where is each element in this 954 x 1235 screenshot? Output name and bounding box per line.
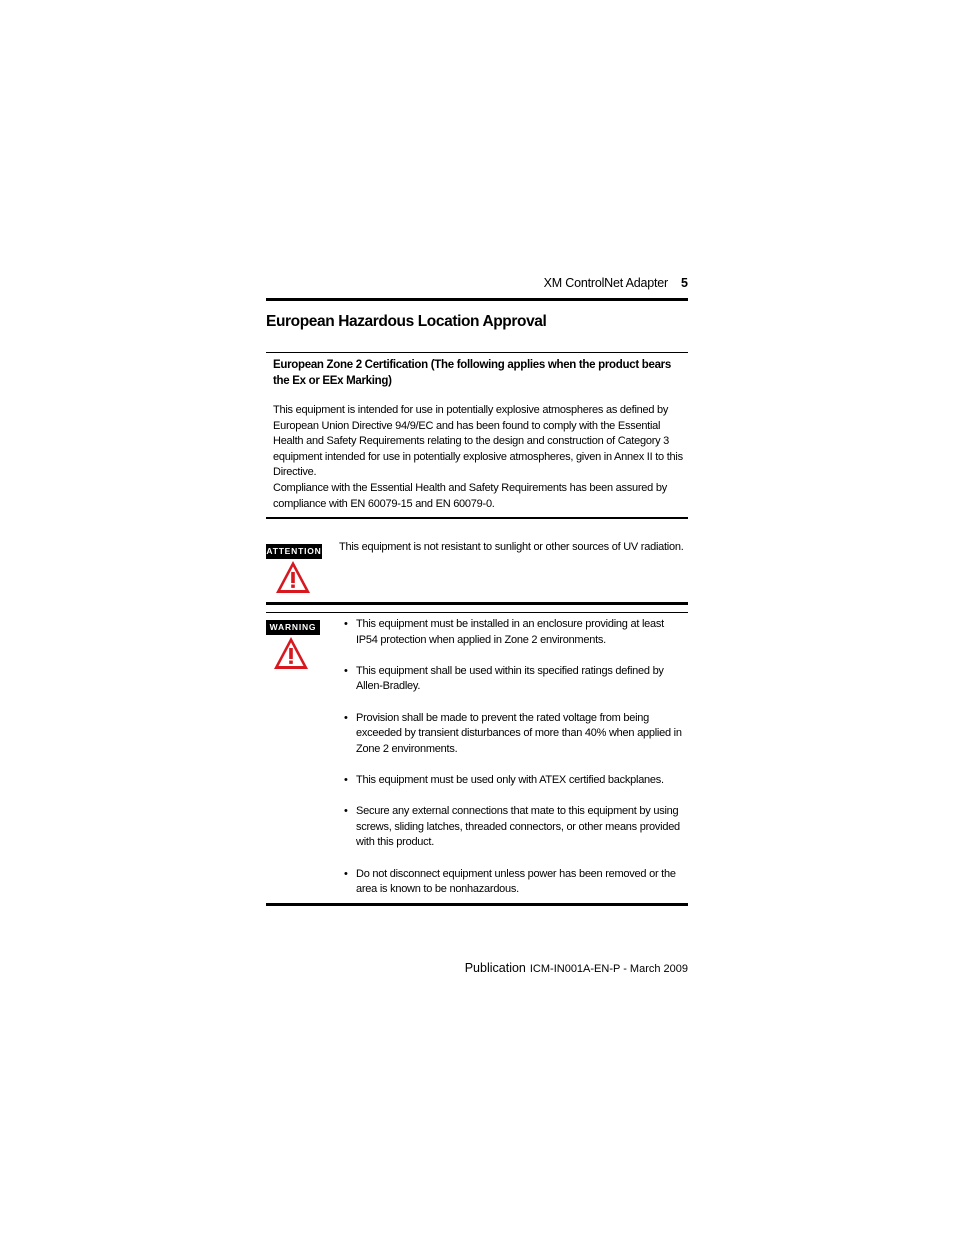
warning-triangle-icon — [275, 560, 311, 594]
header-rule — [266, 298, 688, 301]
bullet: • — [344, 664, 348, 677]
warning-block — [266, 612, 688, 906]
list-item-text: Provision shall be made to prevent the rated voltage from being exceeded by transient disturbances of more than 40% when applied in Zone 2 environments. — [356, 711, 682, 755]
attention-label: ATTENTION — [266, 544, 322, 559]
header-title: XM ControlNet Adapter — [543, 276, 668, 290]
list-item — [342, 867, 688, 898]
bullet: • — [344, 711, 348, 724]
list-item — [342, 617, 688, 648]
certification-paragraph-2: Compliance with the Essential Health and Safety Requirements has been assured by compliance with EN 60079-15 and EN 60079-0. — [273, 482, 667, 510]
bullet: • — [344, 805, 348, 818]
bullet: • — [344, 618, 348, 630]
publication-label: Publication — [464, 961, 526, 975]
publication-footer — [465, 961, 688, 975]
list-item — [342, 664, 688, 695]
list-item-text: Do not disconnect equipment unless power has been removed or the area is known to be nonhazardous. — [356, 867, 676, 896]
attention-text: This equipment is not resistant to sunlight or other sources of UV radiation. — [339, 541, 684, 553]
list-item — [342, 711, 688, 758]
list-item — [342, 804, 688, 851]
bullet: • — [344, 867, 348, 880]
attention-block — [266, 536, 688, 605]
list-item-text: This equipment must be used only with ATEX certified backplanes. — [356, 773, 664, 786]
warning-triangle-icon — [273, 636, 309, 670]
list-item-text: This equipment shall be used within its specified ratings defined by Allen-Bradley. — [356, 664, 664, 693]
list-item-text: This equipment must be installed in an enclosure providing at least IP54 protection when applied in Zone 2 environments. — [356, 618, 664, 646]
page-number: 5 — [681, 276, 688, 290]
section-heading: European Hazardous Location Approval — [266, 313, 547, 330]
running-header — [266, 276, 688, 298]
warning-label: WARNING — [266, 620, 320, 635]
publication-code: ICM-IN001A-EN-P - March 2009 — [529, 963, 688, 975]
list-item — [342, 773, 688, 789]
warning-list — [342, 617, 688, 913]
certification-title: European Zone 2 Certification (The following applies when the product bears the Ex or EEx Marking) — [273, 359, 671, 387]
certification-box — [266, 352, 688, 519]
bullet: • — [344, 773, 348, 786]
certification-paragraph-1: This equipment is intended for use in potentially explosive atmospheres as defined by European Union Directive 94/9/EC and has been found to comply with the Essential Health and Safety Requirements relating to the design and construction of Category 3 equipment intended for use in potentially explosive atmospheres, given in Annex II to this Directive. — [273, 404, 683, 479]
list-item-text: Secure any external connections that mate to this equipment by using screws, sliding latches, threaded connectors, or other means provided with this product. — [356, 805, 680, 849]
